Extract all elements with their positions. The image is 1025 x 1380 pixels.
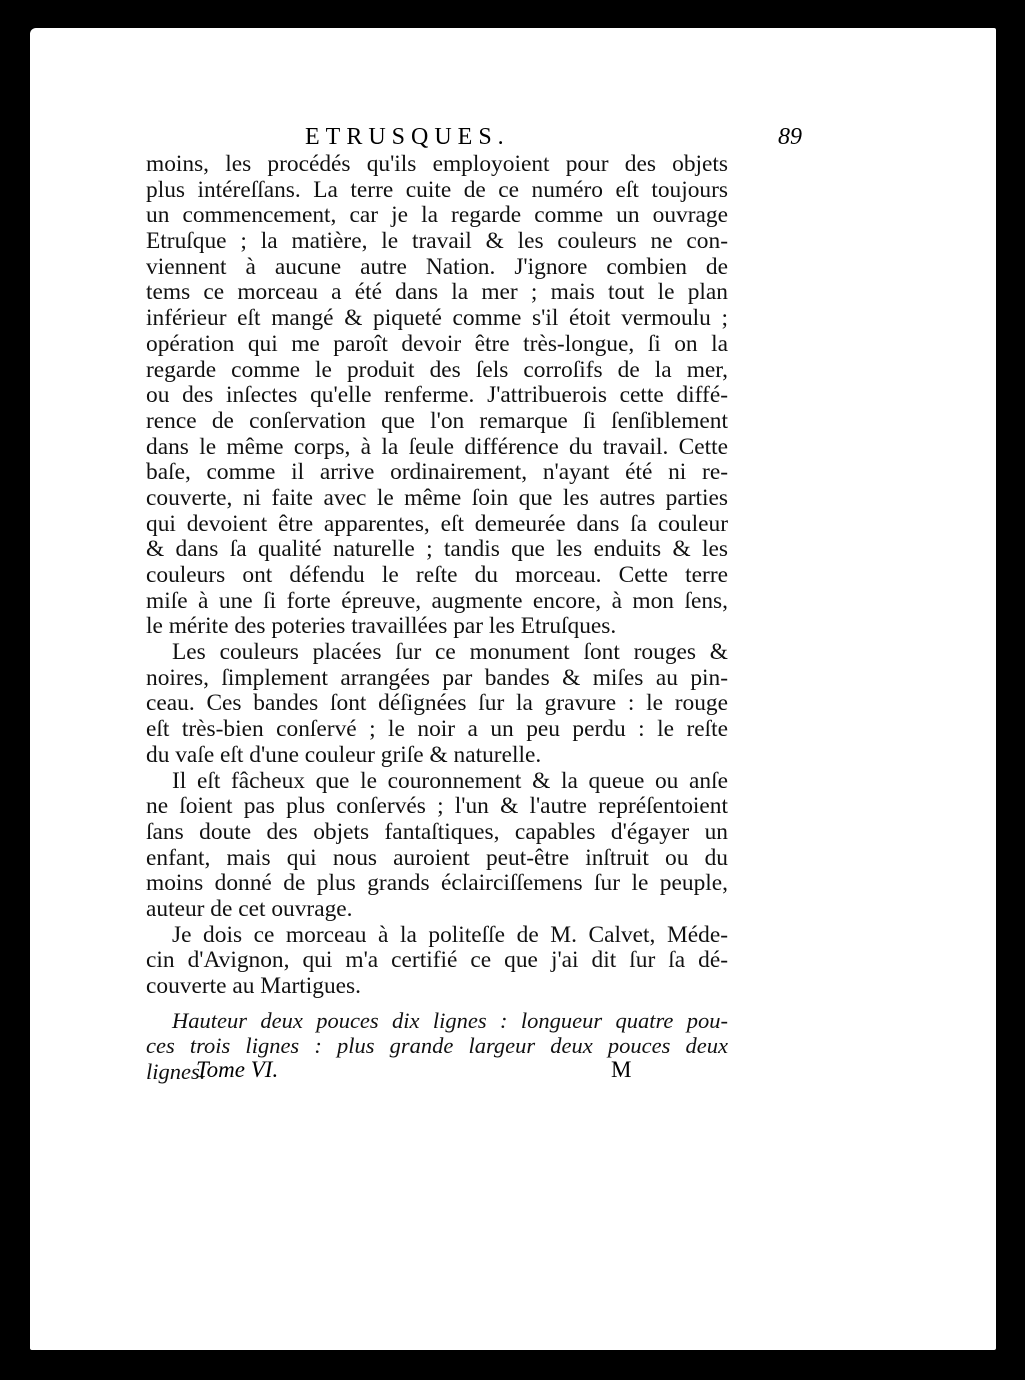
running-title: ETRUSQUES.	[305, 124, 510, 150]
text-line: lignes.	[146, 1059, 206, 1085]
text-line: ſans doute des objets fantaſtiques, capables d'égayer un	[146, 818, 728, 845]
paragraph-1	[146, 152, 728, 640]
text-line: regarde comme le produit des ſels corroſifs de la mer,	[146, 356, 728, 383]
text-line: moins, les procédés qu'ils employoient pour des objets	[146, 151, 728, 177]
text-line: ou des inſectes qu'elle renferme. J'attribuerois cette diffé-	[146, 382, 728, 409]
page-footer	[196, 1057, 646, 1087]
volume-label: Tome VI.	[196, 1057, 279, 1082]
text-line: ne ſoient pas plus conſervés ; l'un & l'autre repréſentoient	[146, 793, 728, 820]
text-line: Les couleurs placées ſur ce monument ſont rouges &	[172, 639, 728, 666]
paragraph-2	[146, 640, 728, 768]
text-line: Etruſque ; la matière, le travail & les couleurs ne con-	[146, 228, 728, 255]
text-line: ces trois lignes : plus grande largeur deux pouces deux	[146, 1033, 728, 1059]
signature-mark: M	[611, 1057, 632, 1082]
text-line: couleurs ont défendu le reſte du morceau. Cette terre	[146, 562, 728, 588]
text-line: couverte au Martigues.	[146, 973, 361, 999]
text-line: moins donné de plus grands éclairciſſemens ſur le peuple,	[146, 870, 728, 897]
text-line: Hauteur deux pouces dix lignes : longueur quatre pou-	[172, 1007, 728, 1033]
text-line: couverte, ni faite avec le même ſoin que les autres parties	[146, 484, 728, 511]
text-line: opération qui me paroît devoir être très-longue, ſi on la	[146, 330, 728, 357]
text-line: cin d'Avignon, qui m'a certifié ce que j'ai dit ſur ſa dé-	[146, 947, 728, 974]
body-text	[146, 152, 728, 1085]
text-line: ceau. Ces bandes ſont déſignées ſur la gravure : le rouge	[146, 690, 728, 717]
text-line: eſt très-bien conſervé ; le noir a un peu perdu : le reſte	[146, 716, 728, 743]
page-number: 89	[778, 124, 802, 150]
text-line: qui devoient être apparentes, eſt demeurée dans ſa couleur	[146, 510, 728, 537]
text-line: tems ce morceau a été dans la mer ; mais tout le plan	[146, 279, 728, 306]
text-line: viennent à aucune autre Nation. J'ignore combien de	[146, 253, 728, 280]
paragraph-3	[146, 769, 728, 923]
text-line: & dans ſa qualité naturelle ; tandis que les enduits & les	[146, 536, 728, 563]
text-line: le mérite des poteries travaillées par les Etruſques.	[146, 613, 617, 640]
text-line: auteur de cet ouvrage.	[146, 895, 353, 922]
text-line: baſe, comme il arrive ordinairement, n'ayant été ni re-	[146, 459, 728, 486]
text-line: dans le même corps, à la ſeule différence du travail. Cette	[146, 433, 728, 460]
text-line: rence de conſervation que l'on remarque ſi ſenſiblement	[146, 407, 728, 434]
text-line: enfant, mais qui nous auroient peut-être inſtruit ou du	[146, 844, 728, 871]
text-line: inférieur eſt mangé & piqueté comme s'il étoit vermoulu ;	[146, 305, 728, 332]
text-line: Je dois ce morceau à la politeſſe de M. Calvet, Méde-	[172, 921, 728, 948]
text-line: plus intéreſſans. La terre cuite de ce numéro eſt toujours	[146, 176, 728, 203]
paragraph-4	[146, 923, 728, 1000]
text-line: Il eſt fâcheux que le couronnement & la queue ou anſe	[172, 767, 728, 794]
text-line: miſe à une ſi forte épreuve, augmente encore, à mon ſens,	[146, 587, 728, 614]
text-line: un commencement, car je la regarde comme un ouvrage	[146, 202, 728, 229]
text-line: du vaſe eſt d'une couleur griſe & naturelle.	[146, 741, 542, 768]
text-line: noires, ſimplement arrangées par bandes & miſes au pin-	[146, 664, 728, 691]
